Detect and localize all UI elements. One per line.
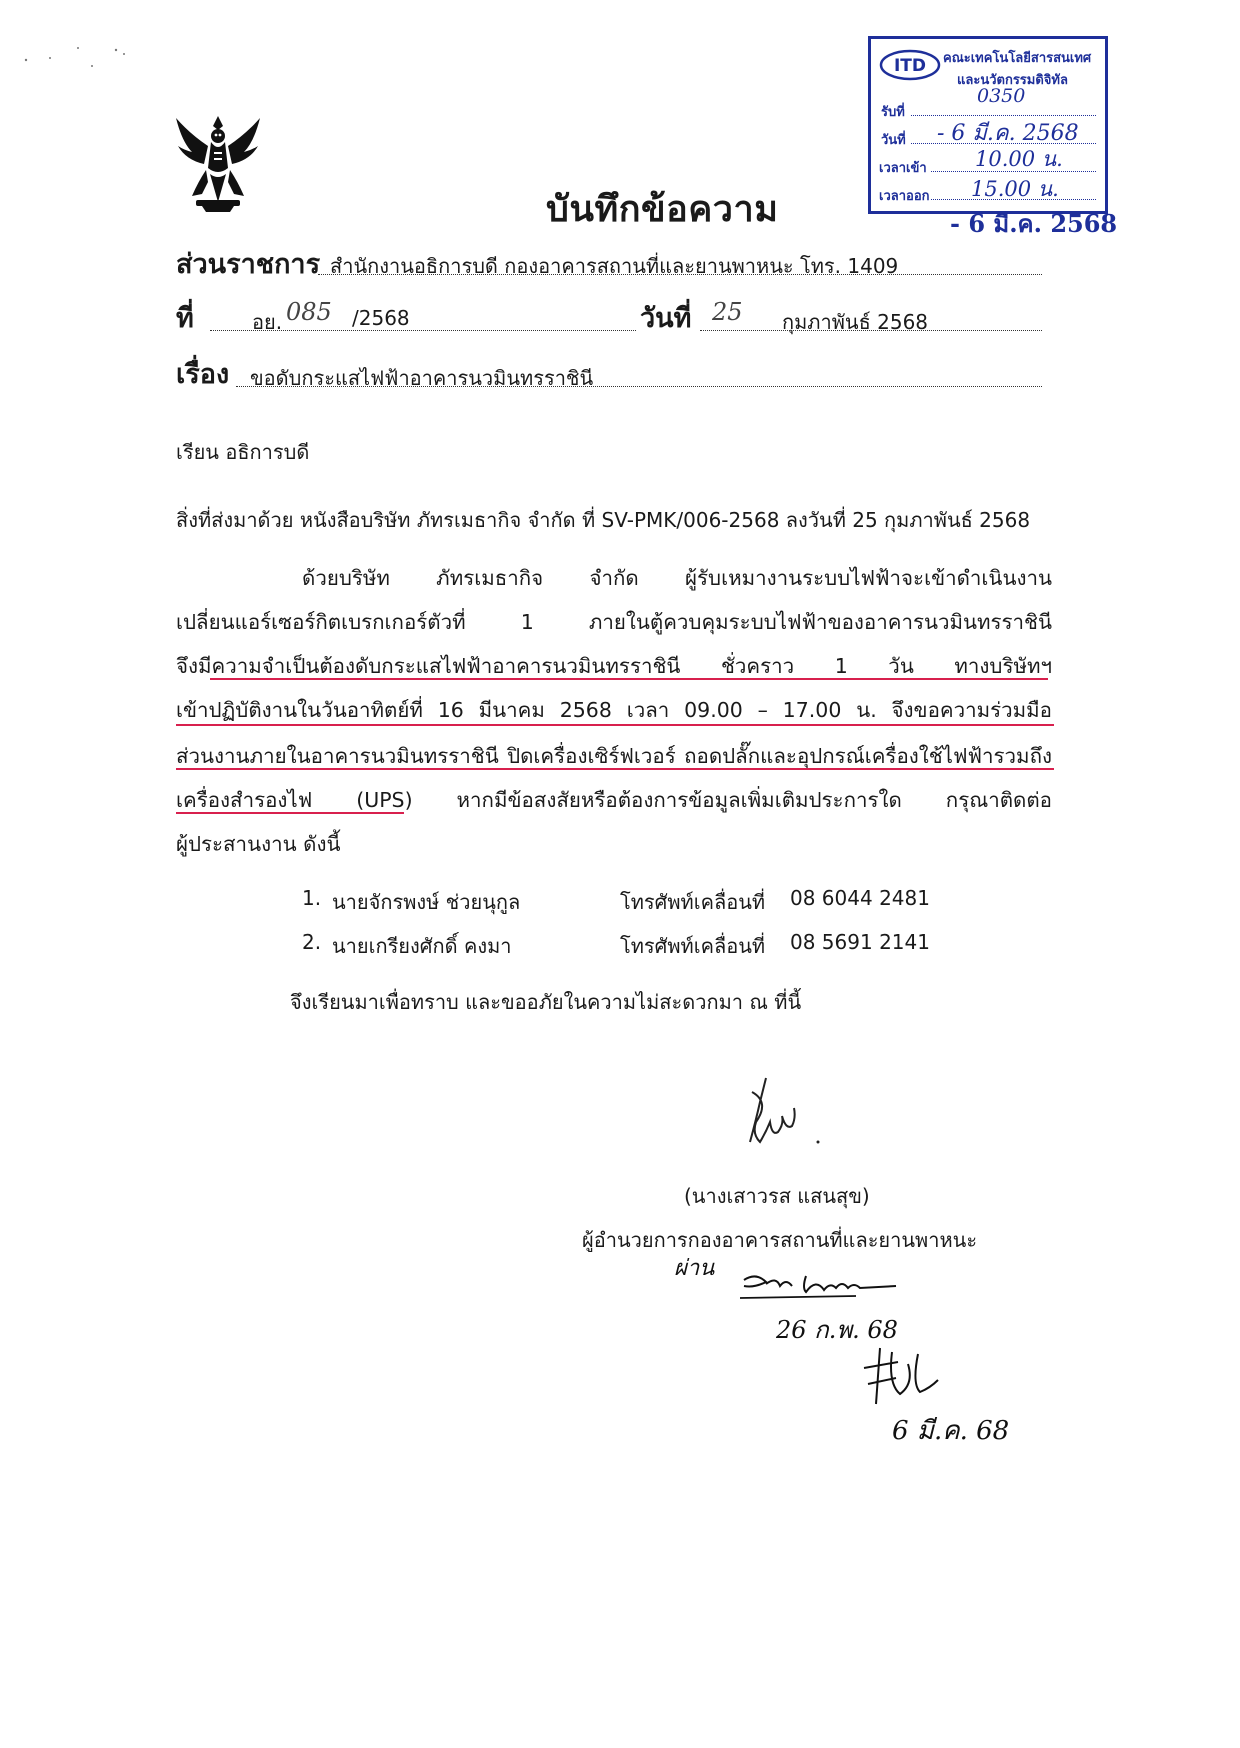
scan-specks [20, 40, 130, 70]
page-title: บันทึกข้อความ [546, 189, 779, 230]
contact-phone-label: โทรศัพท์เคลื่อนที่ [620, 890, 766, 914]
subject-value: ขอดับกระแสไฟฟ้าอาคารนวมินทรราชินี [250, 366, 594, 390]
annotation-date-1: 26 ก.พ. 68 [776, 1316, 898, 1344]
paragraph-line: ผู้ประสานงาน ดังนี้ [176, 832, 341, 856]
date-month-year: กุมภาพันธ์ 2568 [782, 310, 929, 334]
highlight-underline [210, 678, 1048, 680]
signer-position: ผู้อำนวยการกองอาคารสถานที่และยานพาหนะ [582, 1228, 978, 1252]
agency-value: สำนักงานอธิการบดี กองอาคารสถานที่และยานพาหนะ โทร. 1409 [330, 254, 899, 278]
highlight-underline [176, 812, 404, 814]
stamp-received-no-label: รับที่ [881, 105, 905, 120]
paragraph-line: จึงมีความจำเป็นต้องดับกระแสไฟฟ้าอาคารนวมินทรราชินี ชั่วคราว 1 วัน ทางบริษัทฯ [176, 654, 1052, 678]
date-day: 25 [712, 298, 743, 326]
ref-prefix: อย. [252, 310, 283, 334]
stamp-time-out-label: เวลาออก [879, 189, 930, 204]
highlight-underline [176, 724, 1054, 726]
stamp-date: - 6 มี.ค. 2568 [937, 121, 1079, 146]
paragraph-line: ด้วยบริษัท ภัทรเมธากิจ จำกัด ผู้รับเหมางานระบบไฟฟ้าจะเข้าดำเนินงาน [302, 566, 1052, 590]
signature-scribble [730, 1072, 830, 1156]
stamp-date-label: วันที่ [881, 133, 906, 148]
subject-label: เรื่อง [176, 359, 230, 390]
annotation-signature [736, 1268, 916, 1308]
stamp-org-line1: คณะเทคโนโลยีสารสนเทศ [943, 51, 1092, 66]
stamp-time-out: 15.00 น. [971, 177, 1059, 201]
ref-label: ที่ [176, 303, 194, 334]
highlight-underline [176, 768, 1054, 770]
agency-label: ส่วนราชการ [176, 249, 321, 280]
itd-logo [879, 49, 941, 81]
date-label: วันที่ [640, 303, 692, 334]
contact-no: 1. [302, 886, 322, 910]
svg-text:ITD: ITD [893, 56, 927, 76]
stamp-footer-date: - 6 มี.ค. 2568 [950, 209, 1118, 238]
ref-year: /2568 [352, 306, 410, 330]
contact-phone: 08 6044 2481 [790, 886, 930, 910]
paragraph-line: เข้าปฏิบัติงานในวันอาทิตย์ที่ 16 มีนาคม 2568 เวลา 09.00 – 17.00 น. จึงขอความร่วมมือ [176, 698, 1052, 722]
garuda-emblem [172, 112, 264, 214]
stamp-received-no: 0350 [977, 85, 1026, 107]
contact-phone: 08 5691 2141 [790, 930, 930, 954]
annotation-date-2: 6 มี.ค. 68 [892, 1416, 1010, 1446]
paragraph-line: เครื่องสำรองไฟ (UPS) หากมีข้อสงสัยหรือต้องการข้อมูลเพิ่มเติมประการใด กรุณาติดต่อ [176, 788, 1052, 812]
stamp-time-in-label: เวลาเข้า [879, 161, 927, 176]
ref-number: 085 [286, 298, 332, 326]
salutation: เรียน อธิการบดี [176, 440, 310, 464]
stamp-org-line2: และนวัตกรรมดิจิทัล [957, 73, 1068, 88]
contact-no: 2. [302, 930, 322, 954]
contact-name: นายจักรพงษ์ ช่วยนุกูล [332, 890, 521, 914]
contact-name: นายเกรียงศักดิ์ คงมา [332, 934, 512, 958]
closing-line: จึงเรียนมาเพื่อทราบ และขออภัยในความไม่สะดวกมา ณ ที่นี้ [290, 990, 802, 1014]
signer-name: (นางเสาวรส แสนสุข) [684, 1184, 870, 1208]
stamp-time-in: 10.00 น. [975, 147, 1063, 171]
contact-phone-label: โทรศัพท์เคลื่อนที่ [620, 934, 766, 958]
enclosure: สิ่งที่ส่งมาด้วย หนังสือบริษัท ภัทรเมธากิจ จำกัด ที่ SV-PMK/006-2568 ลงวันที่ 25 กุมภาพันธ์ 2568 [176, 508, 1031, 532]
received-stamp [868, 36, 1108, 214]
paragraph-line: ส่วนงานภายในอาคารนวมินทรราชินี ปิดเครื่องเซิร์ฟเวอร์ ถอดปลั๊กและอุปกรณ์เครื่องใช้ไฟฟ้ารวมถึง [176, 744, 1052, 768]
approver-signature [858, 1344, 968, 1414]
annotation-via: ผ่าน [674, 1256, 715, 1281]
paragraph-line: เปลี่ยนแอร์เซอร์กิตเบรกเกอร์ตัวที่ 1 ภายในตู้ควบคุมระบบไฟฟ้าของอาคารนวมินทรราชินี [176, 610, 1052, 634]
